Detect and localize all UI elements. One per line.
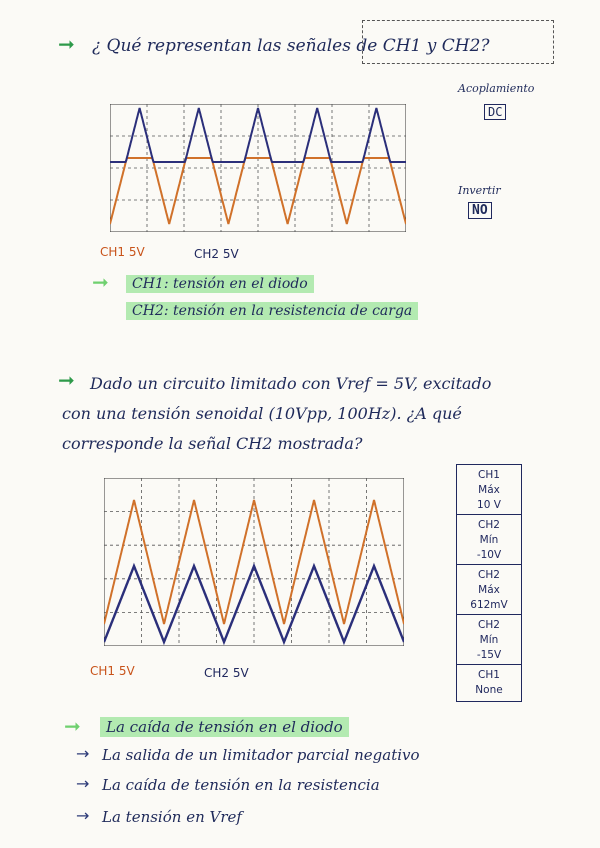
highlight-arrow-icon: ➞ — [64, 714, 81, 738]
measurement-table — [456, 464, 522, 702]
q2-option-2[interactable]: La salida de un limitador parcial negativo — [102, 746, 420, 764]
q2-option-1[interactable]: La caída de tensión en el diodo — [100, 718, 349, 736]
coupling-label: Acoplamiento — [458, 82, 535, 95]
q1-dashed-frame — [362, 20, 554, 64]
q1-question: ¿ Qué representan las señales de CH1 y CH2? — [92, 36, 490, 56]
measurement-cell — [457, 515, 521, 565]
green-arrow-icon: ➞ — [58, 368, 75, 392]
measurement-cell — [457, 665, 521, 701]
invert-value: NO — [468, 202, 492, 219]
scope-1 — [110, 104, 406, 232]
q2-question-line1: Dado un circuito limitado con Vref = 5V, excitado — [90, 374, 492, 393]
measurement-cell — [457, 615, 521, 665]
q2-question-line3: corresponde la señal CH2 mostrada? — [62, 434, 363, 453]
q2-option-4[interactable]: La tensión en Vref — [102, 808, 242, 826]
q1-answer-2: CH2: tensión en la resistencia de carga — [126, 303, 418, 319]
q2-ch1-label: CH1 5V — [90, 664, 135, 678]
cell-line: CH2 — [478, 619, 500, 631]
cell-line: -15V — [476, 649, 502, 661]
q1-ch1-label: CH1 5V — [100, 245, 145, 259]
cell-line: CH2 — [478, 569, 500, 581]
cell-line: Máx — [478, 484, 500, 496]
green-arrow-icon: ➞ — [58, 32, 75, 56]
arrow-icon: → — [76, 744, 90, 763]
scope-2 — [104, 478, 404, 646]
cell-line: Mín — [479, 634, 499, 646]
q1-ch2-label: CH2 5V — [194, 247, 239, 261]
cell-line: 612mV — [470, 599, 508, 611]
measurement-cell — [457, 565, 521, 615]
arrow-icon: → — [76, 774, 90, 793]
coupling-value: DC — [484, 104, 506, 120]
cell-line: Máx — [478, 584, 500, 596]
measurement-cell — [457, 465, 521, 515]
q2-ch2-label: CH2 5V — [204, 666, 249, 680]
cell-line: Mín — [479, 534, 499, 546]
cell-line: CH1 — [478, 669, 500, 681]
invert-label: Invertir — [458, 184, 501, 197]
q2-option-3[interactable]: La caída de tensión en la resistencia — [102, 776, 380, 794]
arrow-icon: → — [76, 806, 90, 825]
cell-line: 10 V — [477, 499, 501, 511]
q1-answer-1: CH1: tensión en el diodo — [126, 276, 314, 292]
cell-line: -10V — [476, 549, 502, 561]
cell-line: CH2 — [478, 519, 500, 531]
cell-line: CH1 — [478, 469, 500, 481]
q2-question-line2: con una tensión senoidal (10Vpp, 100Hz). ¿A qué — [62, 404, 462, 423]
highlight-arrow-icon: ➞ — [92, 270, 109, 294]
cell-line: None — [475, 684, 503, 696]
